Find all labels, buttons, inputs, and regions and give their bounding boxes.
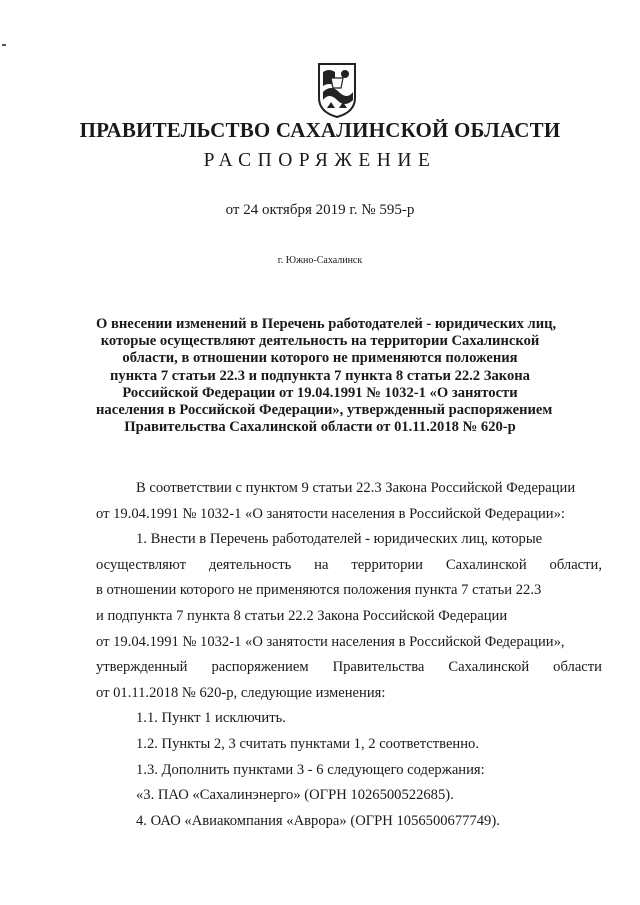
body-line: и подпункта 7 пункта 8 статьи 22.2 Закона Российской Федерации [96, 607, 508, 624]
word: на [314, 556, 329, 573]
body-line: 1.1. Пункт 1 исключить. [136, 710, 286, 727]
date-number: от 24 октября 2019 г. № 595-р [225, 202, 415, 218]
body-line-justified [96, 553, 602, 579]
city: г. Южно-Сахалинск [277, 255, 363, 266]
heading-line: населения в Российской Федерации», утвержденный распоряжением [96, 402, 553, 419]
government-title: ПРАВИТЕЛЬСТВО САХАЛИНСКОЙ ОБЛАСТИ [79, 118, 561, 142]
word: области, [549, 556, 602, 573]
body-line: в отношении которого не применяются положения пункта 7 статьи 22.3 [96, 582, 542, 599]
word: области [553, 659, 602, 676]
word: осуществляют [96, 556, 186, 573]
word: утвержденный [96, 659, 188, 676]
body-line: от 19.04.1991 № 1032-1 «О занятости населения в Российской Федерации»: [96, 505, 565, 522]
body-line: 1.3. Дополнить пунктами 3 - 6 следующего содержания: [136, 761, 485, 778]
sakhalin-coat-of-arms-icon [317, 62, 357, 118]
document-type: РАСПОРЯЖЕНИЕ [203, 150, 437, 171]
word: деятельность [208, 556, 292, 573]
body-line: 1.2. Пункты 2, 3 считать пунктами 1, 2 соответственно. [136, 735, 480, 752]
heading-line: которые осуществляют деятельность на территории Сахалинской [100, 333, 540, 350]
heading-line: области, в отношении которого не применяются положения [122, 350, 518, 367]
body-line: от 19.04.1991 № 1032-1 «О занятости населения в Российской Федерации», [96, 633, 565, 650]
heading-line: пункта 7 статьи 22.3 и подпункта 7 пункта 8 статьи 22.2 Закона [110, 367, 530, 384]
document-heading [96, 316, 557, 436]
document-body [96, 476, 602, 834]
body-line: В соответствии с пунктом 9 статьи 22.3 Закона Российской Федерации [136, 480, 576, 496]
body-line: «3. ПАО «Сахалинэнерго» (ОГРН 1026500522685). [136, 787, 454, 804]
body-line-justified [96, 655, 602, 681]
body-line: от 01.11.2018 № 620-р, следующие изменения: [96, 684, 386, 701]
word: Правительства [332, 659, 425, 676]
word: Сахалинской [448, 659, 530, 676]
word: Сахалинской [445, 556, 527, 573]
body-line: 4. ОАО «Авиакомпания «Аврора» (ОГРН 1056500677749). [136, 812, 500, 829]
scan-mark [2, 44, 6, 46]
body-line: 1. Внести в Перечень работодателей - юридических лиц, которые [136, 531, 543, 548]
heading-line: Российской Федерации от 19.04.1991 № 1032-1 «О занятости [122, 384, 518, 401]
heading-line: Правительства Сахалинской области от 01.11.2018 № 620-р [124, 419, 516, 436]
heading-line: О внесении изменений в Перечень работодателей - юридических лиц, [96, 316, 557, 332]
word: распоряжением [211, 659, 309, 676]
word: территории [351, 556, 423, 573]
